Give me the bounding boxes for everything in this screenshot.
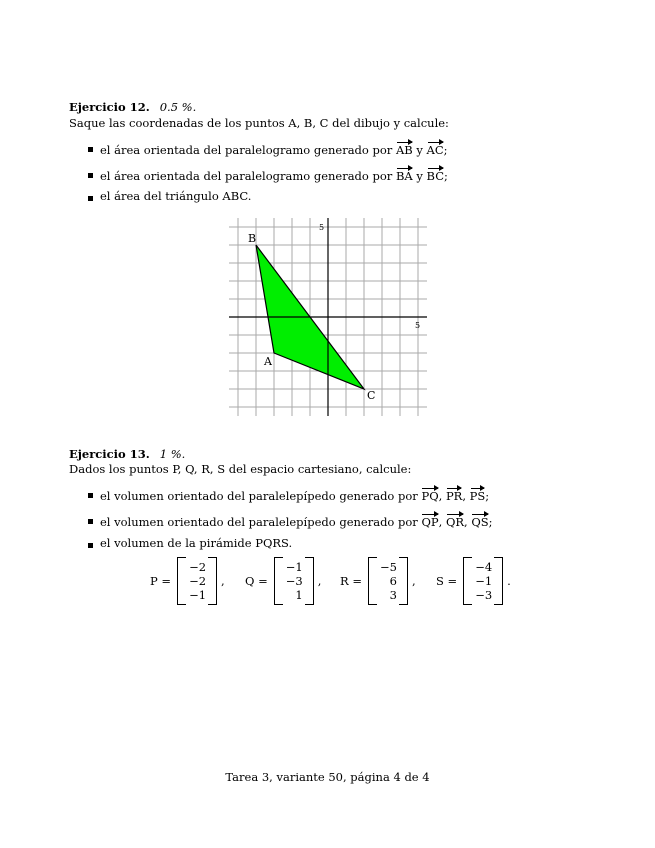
bullet-icon <box>88 147 93 152</box>
bullet-icon <box>88 543 93 548</box>
point-q-matrix: Q = −1 −3 1 , <box>245 557 321 605</box>
exercise-12-item-2: el área orientada del paralelogramo generado por BA y BC; <box>100 166 448 183</box>
exercise-13-item-1: el volumen orientado del paralelepípedo generado por PQ, PR, PS; <box>100 486 489 503</box>
bullet-icon <box>88 196 93 201</box>
vector-pr: PR <box>446 486 462 503</box>
triangle-figure <box>220 212 440 422</box>
vertex-label-b: B <box>248 232 257 245</box>
bullet-icon <box>88 519 93 524</box>
vertex-label-a: A <box>264 355 272 368</box>
exercise-12-item-3: el área del triángulo ABC. <box>100 189 252 203</box>
y-tick-label: 5 <box>319 223 325 232</box>
point-s-matrix: S = −4 −1 −3 . <box>436 557 511 605</box>
vector-qs: QS <box>471 512 488 529</box>
exercise-13-item-2: el volumen orientado del paralelepípedo generado por QP, QR, QS; <box>100 512 493 529</box>
point-p-matrix: P = −2 −2 −1 , <box>150 557 225 605</box>
exercise-12-title: Ejercicio 12. <box>69 100 150 114</box>
x-tick-label: 5 <box>415 321 421 330</box>
vector-ps: PS <box>470 486 486 503</box>
exercise-12-item-1: el área orientada del paralelogramo generado por AB y AC; <box>100 140 448 157</box>
exercise-12-heading <box>69 100 196 114</box>
vector-bc: BC <box>427 166 444 183</box>
vector-ac: AC <box>427 140 444 157</box>
vector-qr: QR <box>446 512 464 529</box>
page-footer: Tarea 3, variante 50, página 4 de 4 <box>225 770 430 784</box>
exercise-12-intro: Saque las coordenadas de los puntos A, B, C del dibujo y calcule: <box>69 116 449 130</box>
exercise-13-title: Ejercicio 13. <box>69 447 150 461</box>
bullet-icon <box>88 173 93 178</box>
vector-ab: AB <box>396 140 413 157</box>
exercise-13-item-3: el volumen de la pirámide PQRS. <box>100 536 293 550</box>
exercise-13-heading <box>69 447 185 461</box>
exercise-13-intro: Dados los puntos P, Q, R, S del espacio cartesiano, calcule: <box>69 462 412 476</box>
exercise-12-percent: 0.5 %. <box>159 100 197 114</box>
vector-qp: QP <box>421 512 438 529</box>
point-r-matrix: R = −5 6 3 , <box>340 557 416 605</box>
vector-pq: PQ <box>421 486 438 503</box>
vertex-label-c: C <box>367 389 376 402</box>
bullet-icon <box>88 493 93 498</box>
vector-ba: BA <box>396 166 413 183</box>
exercise-13-percent: 1 %. <box>159 447 186 461</box>
